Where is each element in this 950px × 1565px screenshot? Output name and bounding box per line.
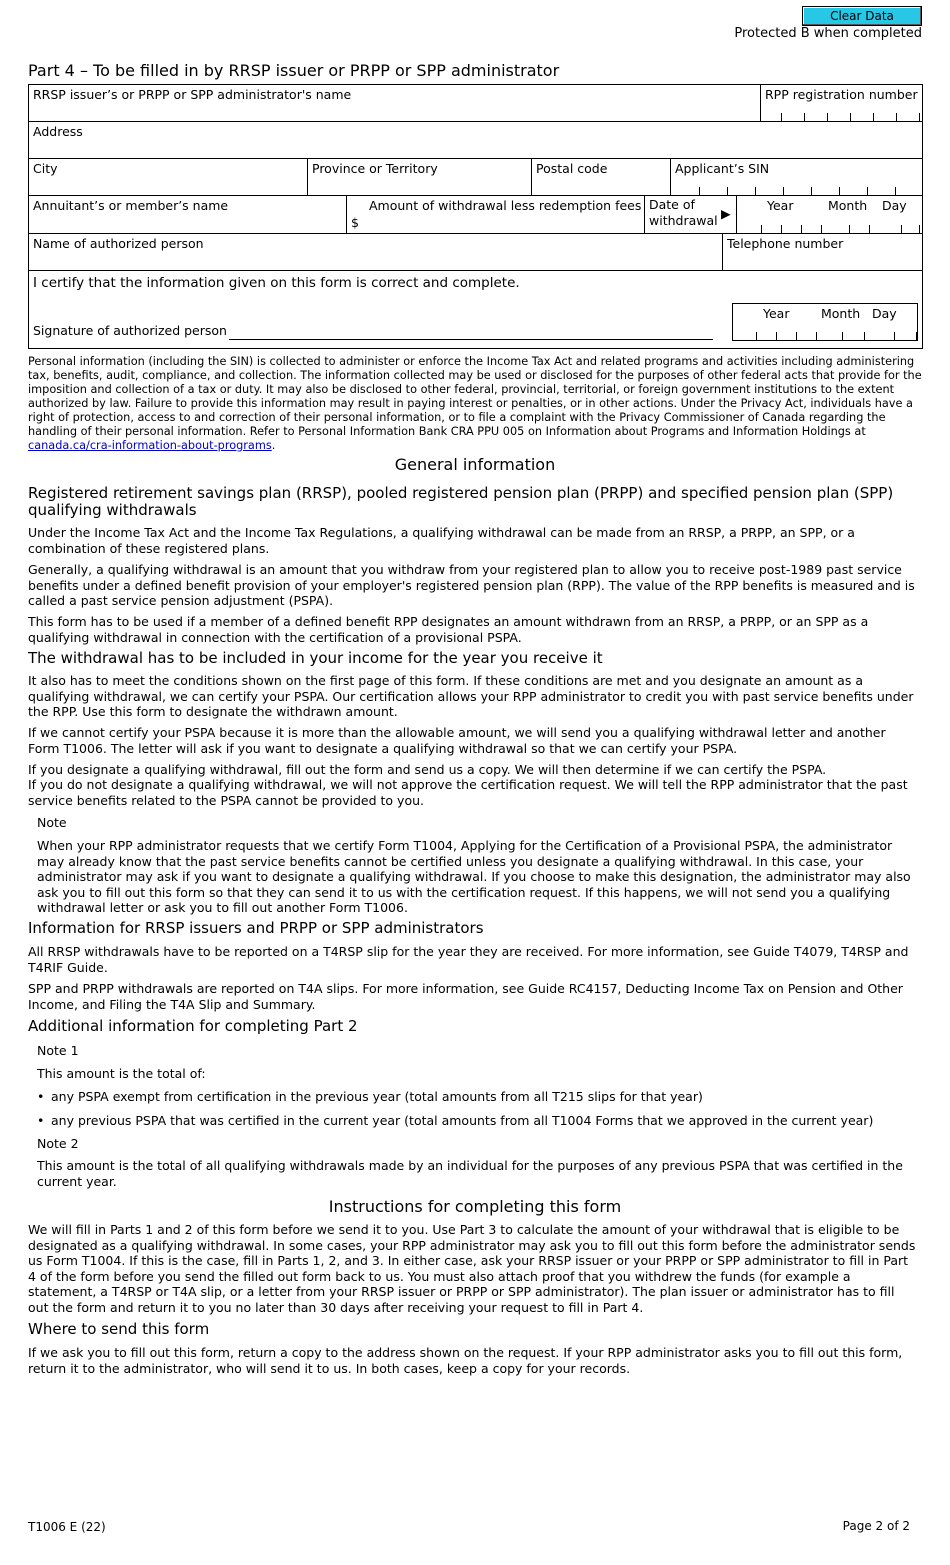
additional-heading: Additional information for completing Part 2 [28, 1017, 358, 1035]
issuer-name-label: RRSP issuer’s or PRPP or SPP administrator's name [33, 87, 352, 102]
withdrawal-amount-field[interactable] [347, 196, 645, 234]
authorized-person-name-field[interactable] [29, 234, 723, 271]
general-p2: Generally, a qualifying withdrawal is an amount that you withdraw from your registered plan to allow you to receive post-1989 past service benefits under a defined benefit provision of your employer's registered pension plan (RPP). The value of the RPP benefits is measured and is called a past service pension adjustment (PSPA). [28, 562, 915, 608]
signature-date-field[interactable] [732, 303, 918, 341]
form-id: T1006 E (22) [28, 1520, 106, 1534]
annuitant-name-field[interactable] [29, 196, 347, 234]
part4-form [28, 84, 923, 349]
sig-date-year-label: Year [763, 306, 790, 321]
general-p3: This form has to be used if a member of a defined benefit RPP designates an amount withdrawn from an RRSP, a PRPP, or an SPP as a qualifying withdrawal in connection with the certification of a provisional PSPA. [28, 614, 869, 645]
privacy-notice [28, 355, 923, 453]
general-p6b: If you do not designate a qualifying withdrawal, we will not approve the certification request. We will tell the RPP administrator that the past service benefits related to the PSPA cannot be provided to you. [28, 777, 908, 808]
note1-bullet1: • any PSPA exempt from certification in the previous year (total amounts from all T215 slips for that year) [37, 1089, 917, 1104]
page-number: Page 2 of 2 [842, 1519, 910, 1533]
rpp-registration-field[interactable] [761, 85, 922, 122]
note1-intro: This amount is the total of: [37, 1066, 206, 1081]
note2-label: Note 2 [37, 1136, 79, 1151]
sig-date-month-label: Month [821, 306, 861, 321]
note-text: When your RPP administrator requests that we certify Form T1004, Applying for the Certification of a Provisional PSPA, the administrator may already know that the past service benefits cannot be certified unless you designate a qualifying withdrawal. In this case, your administrator may ask if you want to designate a qualifying withdrawal. If you choose to make this designation, the administrator may also ask you to fill out this form so that they can send it to us with the certification request. If this happens, we will not send you a qualifying withdrawal letter or ask you to fill out another Form T1006. [37, 838, 911, 915]
income-heading: The withdrawal has to be included in your income for the year you receive it [28, 649, 603, 667]
annuitant-name-label: Annuitant’s or member’s name [33, 198, 229, 213]
issuer-name-field[interactable] [29, 85, 761, 122]
certify-statement: I certify that the information given on this form is correct and complete. [33, 275, 520, 291]
withdrawal-amount-label: Amount of withdrawal less redemption fees [369, 198, 642, 213]
where-to-send-heading: Where to send this form [28, 1320, 210, 1338]
issuers-heading: Information for RRSP issuers and PRPP or SPP administrators [28, 919, 484, 937]
privacy-end: . [271, 439, 276, 452]
privacy-link[interactable]: canada.ca/cra-information-about-programs [28, 439, 272, 452]
postal-code-field[interactable] [532, 159, 671, 196]
note1-bullet2: • any previous PSPA that was certified in the current year (total amounts from all T1004 Forms that we approved in the current year) [37, 1113, 917, 1128]
note-label: Note [37, 815, 67, 830]
clear-data-button[interactable]: Clear Data [802, 6, 922, 26]
withdrawal-date-field[interactable] [737, 196, 922, 234]
general-p1: Under the Income Tax Act and the Income Tax Regulations, a qualifying withdrawal can be made from an RRSP, a PRPP, an SPP, or a combination of these registered plans. [28, 525, 855, 556]
rpp-registration-label: RPP registration number [765, 87, 918, 102]
address-label: Address [33, 124, 83, 139]
protected-b-notice: Protected B when completed [734, 26, 922, 41]
applicant-sin-label: Applicant’s SIN [675, 161, 770, 176]
general-p7: All RRSP withdrawals have to be reported on a T4RSP slip for the year they are received. For more information, see Guide T4079, T4RSP and T4RIF Guide. [28, 944, 909, 975]
telephone-label: Telephone number [727, 236, 844, 251]
sin-ticks [699, 187, 919, 195]
general-p4: It also has to meet the conditions shown on the first page of this form. If these conditions are met and you designate an amount as a qualifying withdrawal, we can certify your PSPA. Our certification allows your RPP administrator to credit you with past service benefits under the RPP. Use this form to designate the withdrawn amount. [28, 673, 914, 719]
part4-title: Part 4 – To be filled in by RRSP issuer or PRPP or SPP administrator [28, 61, 560, 80]
sig-date-day-label: Day [872, 306, 897, 321]
date-month-label: Month [828, 198, 868, 213]
note2-text: This amount is the total of all qualifying withdrawals made by an individual for the purposes of any previous PSPA that was certified in the current year. [37, 1158, 903, 1189]
city-label: City [33, 161, 58, 176]
withdrawal-label: withdrawal [649, 213, 718, 228]
dollar-sign: $ [351, 215, 359, 230]
province-field[interactable] [308, 159, 532, 196]
arrow-right-icon: ▶ [721, 206, 731, 221]
note1-label: Note 1 [37, 1043, 79, 1058]
date-day-label: Day [882, 198, 907, 213]
general-p8: SPP and PRPP withdrawals are reported on T4A slips. For more information, see Guide RC4157, Deducting Income Tax on Pension and Other Income, and Filing the T4A Slip and Summary. [28, 981, 903, 1012]
general-p6a: If you designate a qualifying withdrawal, fill out the form and send us a copy. We will then determine if we can certify the PSPA. [28, 762, 827, 777]
address-field[interactable] [29, 122, 922, 159]
privacy-text: Personal information (including the SIN) is collected to administer or enforce the Income Tax Act and related programs and activities including administering tax, benefits, audit, compliance, and collection. The information collected may be used or disclosed for the purposes of other federal acts that provide for the imposition and collection of a tax or duty. It may also be disclosed to other federal, provincial, territorial, or foreign government institutions to the extent authorized by law. Failure to provide this information may result in paying interest or penalties, or in other actions. Under the Privacy Act, individuals have a right of protection, access to and correction of their personal information, or to file a complaint with the Privacy Commissioner of Canada regarding the handling of their personal information. Refer to Personal Information Bank CRA PPU 005 on Information about Programs and Information Holdings at [28, 355, 922, 438]
rrsp-heading: Registered retirement savings plan (RRSP), pooled registered pension plan (PRPP) and specified pension plan (SPP) qualifying withdrawals [28, 484, 894, 519]
city-field[interactable] [29, 159, 308, 196]
telephone-field[interactable] [723, 234, 922, 271]
general-p5: If we cannot certify your PSPA because it is more than the allowable amount, we will send you a qualifying withdrawal letter and another Form T1006. The letter will ask if you want to designate a qualifying withdrawal so that we can certify your PSPA. [28, 725, 886, 756]
date-of-withdrawal-label-cell [645, 196, 737, 234]
signature-line[interactable] [229, 339, 713, 340]
date-of-label: Date of [649, 197, 695, 212]
authorized-person-name-label: Name of authorized person [33, 236, 204, 251]
rpp-registration-ticks [781, 113, 921, 121]
instructions-title: Instructions for completing this form [328, 1197, 622, 1216]
instructions-p1: We will fill in Parts 1 and 2 of this form before we send it to you. Use Part 3 to calculate the amount of your withdrawal that is eligible to be designated as a qualifying withdrawal. In some cases, your RPP administrator may ask you to fill out this form before the administrator sends us Form T1004. If this is the case, fill in Parts 1, 2, and 3. In either case, ask your RRSP issuer or your PRPP or SPP administrator to fill in Part 4 of the form before you send the filled out form back to us. You must also attach proof that you withdrew the funds (for example a statement, a T4RSP or T4A slip, or a letter from your RRSP issuer or PRPP or SPP administrator). The plan issuer or administrator has to fill out the form and return it to you no later than 30 days after receiving your request to fill in Part 4. [28, 1222, 916, 1315]
signature-label: Signature of authorized person [33, 323, 227, 338]
instructions-p2: If we ask you to fill out this form, return a copy to the address shown on the request. If your RPP administrator asks you to fill out this form, return it to the administrator, who will send it to us. In both cases, keep a copy for your records. [28, 1345, 903, 1376]
date-year-label: Year [767, 198, 794, 213]
sig-date-ticks [756, 332, 918, 340]
postal-code-label: Postal code [536, 161, 608, 176]
general-information-title: General information [394, 455, 556, 474]
date-ticks [761, 225, 921, 233]
applicant-sin-field[interactable] [671, 159, 922, 196]
province-label: Province or Territory [312, 161, 438, 176]
